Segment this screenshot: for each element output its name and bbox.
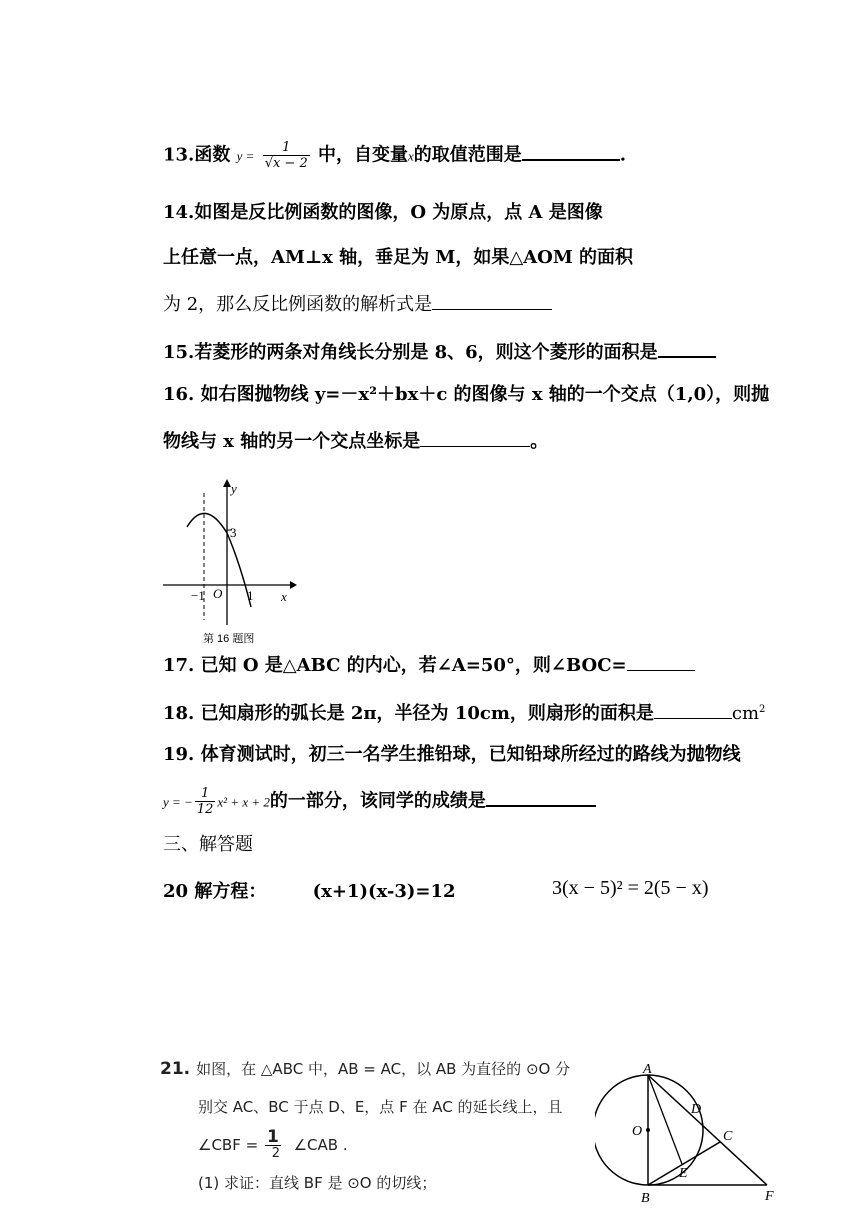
- question-19-line2: [163, 786, 596, 817]
- q20-eq2: 3(x − 5)² = 2(5 − x): [552, 877, 709, 899]
- question-13: [163, 140, 626, 171]
- label-b: B: [641, 1191, 650, 1206]
- q21-line3: [198, 1126, 620, 1164]
- q19-answer-blank[interactable]: [486, 787, 596, 807]
- q16-answer-blank[interactable]: [420, 428, 530, 447]
- section-3-title: 三、解答题: [163, 834, 253, 855]
- q19-fraction: [195, 786, 216, 817]
- q21-num: 21.: [160, 1059, 191, 1079]
- q14-line3-text: 为 2，那么反比例函数的解析式是: [163, 294, 433, 315]
- label-e: E: [679, 1166, 688, 1181]
- q19-formula-y: y = −: [163, 794, 193, 810]
- question-18: [163, 698, 765, 726]
- q13-formula-y: y =: [236, 148, 255, 164]
- q21-line4: (1) 求证：直线 BF 是 ⊙O 的切线；: [198, 1174, 437, 1192]
- q19-line2-text: 的一部分，该同学的成绩是: [269, 790, 486, 812]
- q13-fraction: [263, 140, 310, 171]
- segment-ae: [648, 1075, 682, 1164]
- question-20: [163, 880, 456, 904]
- q13-frac-den: √x − 2: [264, 156, 308, 171]
- origin-label: O: [213, 586, 223, 601]
- q16-end: 。: [530, 431, 549, 452]
- question-14-line2: [163, 246, 633, 270]
- q21-line1-text: 如图，在 △ABC 中，AB = AC，以 AB 为直径的 ⊙O 分: [196, 1060, 571, 1078]
- q14-line2-text: 上任意一点，AM⊥x 轴，垂足为 M，如果△AOM 的面积: [163, 247, 634, 268]
- q13-end: .: [619, 144, 627, 166]
- q13-frac-num: 1: [263, 140, 310, 156]
- q19-frac-den: 12: [196, 802, 214, 817]
- q14-answer-blank[interactable]: [432, 291, 552, 310]
- q19-formula-rest: x² + x + 2: [217, 794, 270, 810]
- q18-unit: cm: [731, 703, 760, 724]
- q17-text: 17. 已知 O 是△ABC 的内心，若∠A=50°，则∠BOC=: [163, 655, 627, 676]
- question-21: [160, 1050, 620, 1202]
- q21-frac-num: 1: [266, 1127, 279, 1147]
- question-15: [163, 338, 716, 365]
- question-16-line2: [163, 428, 548, 454]
- q15-text: 15.若菱形的两条对角线长分别是 8、6，则这个菱形的面积是: [163, 342, 658, 363]
- center-point: [646, 1128, 650, 1132]
- label-a: A: [643, 1062, 652, 1077]
- q21-line3-prefix: ∠CBF =: [198, 1136, 259, 1154]
- question-14-line1: 14.如图是反比例函数的图像，O 为原点，点 A 是图像: [163, 202, 603, 223]
- label-f: F: [765, 1189, 774, 1204]
- q21-line2: 别交 AC、BC 于点 D、E，点 F 在 AC 的延长线上，且: [198, 1098, 563, 1116]
- q21-line3-suffix: ∠CAB .: [293, 1136, 348, 1154]
- segment-af: [648, 1075, 767, 1185]
- q13-prefix: 13.函数: [163, 144, 231, 166]
- question-19-line1: 19. 体育测试时，初三一名学生推铅球，已知铅球所经过的路线为抛物线: [163, 744, 741, 765]
- y-axis-arrow: [223, 479, 231, 487]
- q21-fraction: [265, 1127, 287, 1161]
- label-o: O: [632, 1124, 643, 1139]
- q13-suffix2: 的取值范围是: [413, 144, 522, 166]
- figure-21-diagram: [595, 1060, 795, 1210]
- question-16-line1: 16. 如右图抛物线 y=－x²＋bx＋c 的图像与 x 轴的一个交点（1,0），则抛: [163, 384, 770, 405]
- q13-suffix: 中，自变量: [318, 144, 409, 166]
- q15-answer-blank[interactable]: [658, 338, 716, 358]
- q20-eq1: (x+1)(x-3)=12: [312, 881, 456, 902]
- question-17: [163, 652, 695, 678]
- label-d: D: [691, 1102, 702, 1117]
- q18-answer-blank[interactable]: [654, 700, 732, 719]
- y-axis-label: y: [231, 481, 237, 496]
- x-axis-label: x: [281, 589, 287, 604]
- q18-unit-sup: 2: [759, 704, 766, 715]
- q18-text: 18. 已知扇形的弧长是 2π，半径为 10cm，则扇形的面积是: [163, 703, 654, 724]
- figure-16-graph: [155, 475, 300, 630]
- figure-16-caption: 第 16 题图: [203, 633, 255, 645]
- q13-answer-blank[interactable]: [522, 141, 620, 161]
- tick-1-label: 1: [247, 588, 254, 603]
- question-14-line3: [163, 291, 552, 317]
- q21-frac-den: 2: [271, 1146, 281, 1161]
- label-c: C: [723, 1129, 733, 1144]
- q21-line1: [160, 1050, 620, 1088]
- q19-frac-num: 1: [195, 786, 216, 802]
- q20-label: 20 解方程：: [163, 881, 267, 902]
- tick-neg1-label: −1: [191, 588, 205, 603]
- tick-3-label: 3: [230, 525, 237, 540]
- x-axis-arrow: [290, 581, 297, 589]
- q16-line2-text: 物线与 x 轴的另一个交点坐标是: [163, 431, 421, 452]
- q13-var: x: [408, 148, 414, 164]
- q17-answer-blank[interactable]: [627, 652, 695, 671]
